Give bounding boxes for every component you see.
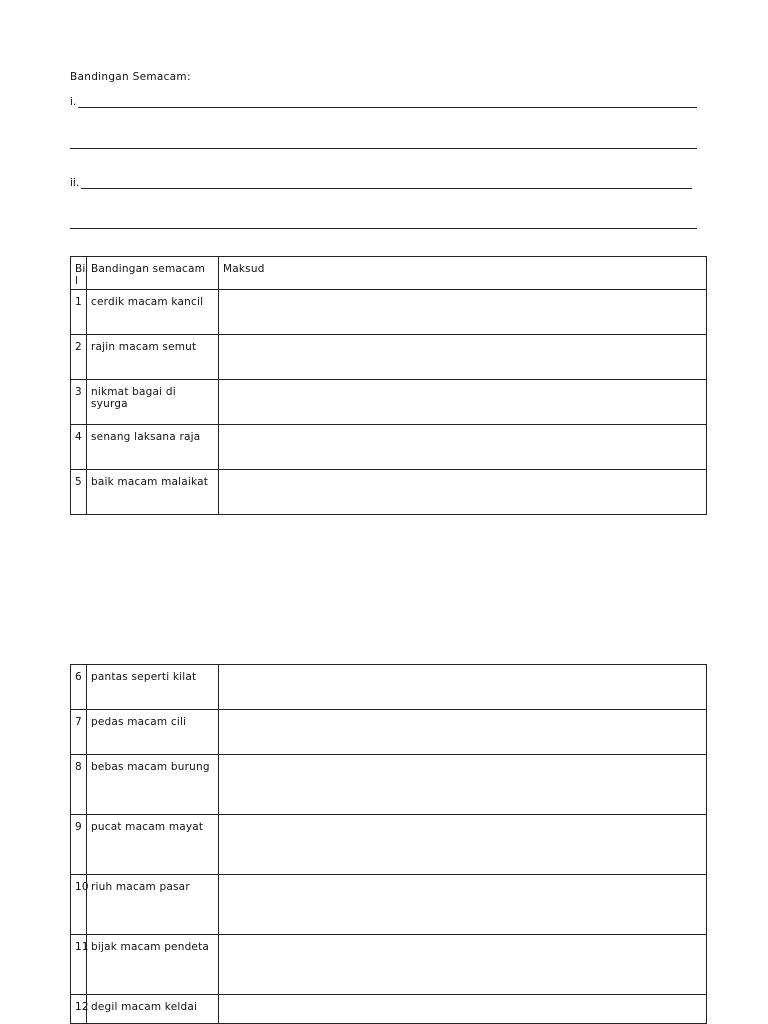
answer-line-4[interactable]: [70, 228, 697, 229]
row-number: 11: [71, 935, 87, 995]
row-meaning-cell[interactable]: [219, 290, 707, 335]
answer-line-2[interactable]: [70, 148, 697, 149]
answer-line-3-label: ii.: [70, 177, 80, 189]
row-meaning-cell[interactable]: [219, 665, 707, 710]
row-meaning-cell[interactable]: [219, 875, 707, 935]
row-phrase: degil macam keldai: [87, 995, 219, 1024]
row-meaning-cell[interactable]: [219, 995, 707, 1024]
table-row: [71, 470, 707, 515]
row-number: 8: [71, 755, 87, 815]
table-row: [71, 815, 707, 875]
row-phrase: rajin macam semut: [87, 335, 219, 380]
table-row: [71, 335, 707, 380]
page-heading: Bandingan Semacam:: [70, 71, 191, 83]
row-phrase: pucat macam mayat: [87, 815, 219, 875]
table-row: [71, 755, 707, 815]
simile-table-1: [70, 256, 707, 515]
row-phrase: bijak macam pendeta: [87, 935, 219, 995]
row-number: 4: [71, 425, 87, 470]
row-phrase: bebas macam burung: [87, 755, 219, 815]
row-phrase: baik macam malaikat: [87, 470, 219, 515]
row-number: 1: [71, 290, 87, 335]
table-row: [71, 875, 707, 935]
row-meaning-cell[interactable]: [219, 710, 707, 755]
table-row: [71, 290, 707, 335]
row-meaning-cell[interactable]: [219, 470, 707, 515]
header-bil: Bi l: [71, 257, 87, 290]
row-phrase: pedas macam cili: [87, 710, 219, 755]
row-phrase: cerdik macam kancil: [87, 290, 219, 335]
answer-line-1[interactable]: [70, 107, 697, 108]
row-number: 10: [71, 875, 87, 935]
answer-line-3[interactable]: [70, 188, 692, 189]
row-meaning-cell[interactable]: [219, 425, 707, 470]
row-number: 12: [71, 995, 87, 1024]
row-phrase: nikmat bagai di syurga: [87, 380, 219, 425]
table-row: [71, 710, 707, 755]
row-number: 9: [71, 815, 87, 875]
row-number: 5: [71, 470, 87, 515]
header-bandingan-semacam: Bandingan semacam: [87, 257, 219, 290]
row-phrase: senang laksana raja: [87, 425, 219, 470]
row-number: 7: [71, 710, 87, 755]
simile-table-2: [70, 664, 707, 1024]
row-phrase: riuh macam pasar: [87, 875, 219, 935]
table-row: [71, 995, 707, 1024]
row-number: 3: [71, 380, 87, 425]
table-row: [71, 380, 707, 425]
row-meaning-cell[interactable]: [219, 935, 707, 995]
row-number: 2: [71, 335, 87, 380]
table-row: [71, 935, 707, 995]
header-maksud: Maksud: [219, 257, 707, 290]
table-row: [71, 425, 707, 470]
row-meaning-cell[interactable]: [219, 755, 707, 815]
table-row: [71, 665, 707, 710]
row-number: 6: [71, 665, 87, 710]
row-meaning-cell[interactable]: [219, 335, 707, 380]
row-phrase: pantas seperti kilat: [87, 665, 219, 710]
row-meaning-cell[interactable]: [219, 815, 707, 875]
table-header-row: [71, 257, 707, 290]
row-meaning-cell[interactable]: [219, 380, 707, 425]
answer-line-1-label: i.: [70, 96, 77, 108]
